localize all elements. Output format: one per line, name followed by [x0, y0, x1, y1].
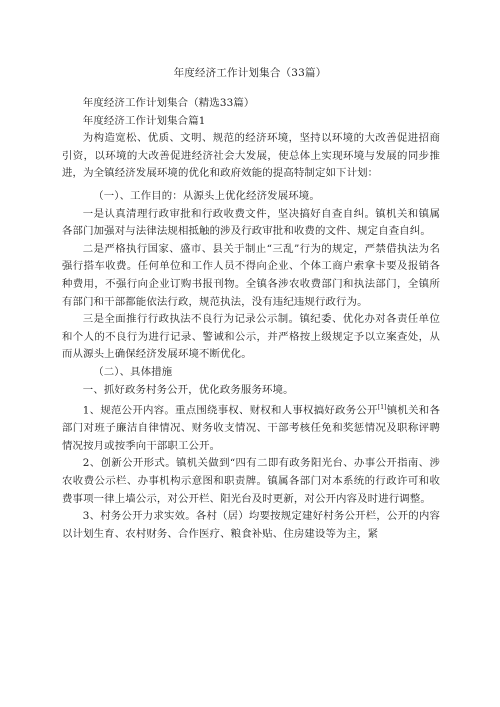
measures-heading: （二）、具体措施 — [93, 365, 173, 378]
footnote-mark: [1] — [377, 404, 387, 412]
measure-1-item-2: 2、创新公开形式。镇机关做到“四有二即有政务阳光台、办事公开指南、涉农收费公示栏、办事机构示意图和职责牌。镇属各部门对本系统的行政许可和收费事项一律上墙公示，对公开栏、阳光台及时更新，对公开内容及时进行调整。 — [62, 457, 440, 505]
section-heading: 年度经济工作计划集合篇1 — [82, 114, 206, 127]
measure-1-item-3: 3、村务公开力求实效。各村（居）均要按规定建好村务公开栏，公开的内容以计划生育、农村财务、合作医疗、粮食补贴、住房建设等为主，紧 — [62, 510, 440, 540]
document-title: 年度经济工作计划集合（33篇） — [173, 67, 327, 79]
measure-1-item-1 — [62, 399, 440, 455]
document-body — [62, 95, 440, 543]
goal-point-1: 一是认真清理行政审批和行政收费文件，坚决搞好自查自纠。镇机关和镇属各部门加强对与法律法规相抵触的涉及行政审批和收费的文件、规定自查自纠。 — [62, 207, 440, 238]
measure-1-item-1-text: 1、规范公开内容。重点围绕事权、财权和人事权搞好政务公开 — [82, 404, 378, 417]
goal-point-3: 三是全面推行行政执法不良行为记录公示制。镇纪委、优化办对各责任单位和个人的不良行为进行记录、警诫和公示，并严格按上级规定予以立案查处，从而从源头上确保经济发展环境不断优化。 — [62, 313, 440, 361]
measure-1-item-1-cont: 镇机关和各部门对班子廉洁自律情况、财务收支情况、干部考核任免和奖惩情况及职称评聘情况按月或按季向干部职工公开。 — [62, 404, 441, 452]
goal-point-2: 二是严格执行国家、盛市、县关于制止“三乱”行为的规定，严禁借执法为名强行搭车收费。任何单位和工作人员不得向企业、个体工商户索拿卡要及报销各种费用，不强行向企业订购书报刊物。全镇各涉农收费部门和执法部门，全镇所有部门和干部都能依法行政，规范执法，没有违纪违规行政行为。 — [62, 242, 440, 308]
goal-heading: （一）、工作目的：从源头上优化经济发展环境。 — [93, 189, 320, 202]
subtitle: 年度经济工作计划集合（精选33篇） — [82, 97, 255, 109]
intro-paragraph: 为构造宽松、优质、文明、规范的经济环境，坚持以环境的大改善促进招商引资，以环境的大改善促进经济社会大发展，使总体上实现环境与发展的同步推进，为全镇经济发展环境的优化和政府效能的提高特制定如下计划： — [62, 132, 440, 180]
measure-1-heading: 一、抓好政务村务公开，优化政务服务环境。 — [82, 383, 294, 396]
